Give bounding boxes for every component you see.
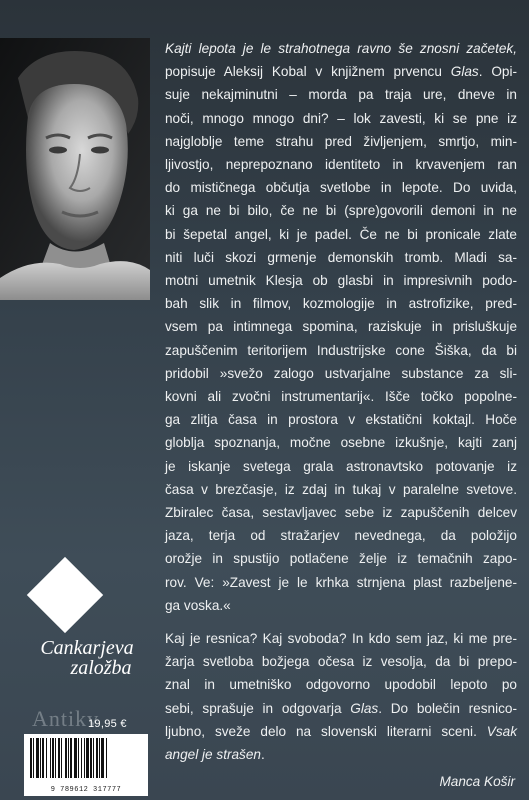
blurb-line: [165, 720, 517, 743]
barcode-bar: [90, 738, 92, 778]
publisher-logo-text: [22, 638, 152, 678]
publisher-name-line-1: Cankarjeva: [40, 637, 134, 659]
barcode-bar: [70, 738, 72, 778]
blurb-text-run: ki ga ne bi bilo, če ne bi (spre)govorili demoni in ne: [165, 203, 517, 219]
barcode-bar: [61, 738, 62, 778]
blurb-text-run: pridobil »svežo zalogo ustvarjalne substance za sli-: [165, 365, 517, 381]
blurb-text-run: jaza, terja od stražarjev nevednega, da položijo: [165, 528, 517, 544]
blurb-line: [165, 60, 517, 83]
blurb-text-run: časa v brezčasje, iz zdaj in tukaj v paralelne svetove.: [165, 481, 517, 497]
blurb-text-run: ljivostjo, neprepoznano identiteto in krvavenjem ran: [165, 157, 517, 173]
barcode-bar: [55, 738, 56, 778]
barcode-bar: [40, 738, 41, 778]
blurb-line: [165, 524, 517, 547]
blurb-text-run: popisuje Aleksij Kobal v knjižnem prvencu: [165, 64, 451, 80]
barcode-bar: [30, 738, 32, 778]
blurb-text-run: žarja svetloba božjega očesa iz vesolja, da bi prepo-: [165, 654, 517, 670]
publisher-logo-diamond-icon: [27, 557, 103, 633]
blurb-text-run: . Opi-: [478, 64, 517, 80]
blurb-line: [165, 547, 517, 570]
barcode-number: 9 789612 317777: [50, 786, 122, 794]
blurb-italic-text: Vsak: [486, 723, 517, 739]
blurb-text-run: zapuščenim teritorijem Industrijske cone Šiška, da bi: [165, 342, 517, 358]
barcode-bar: [46, 738, 47, 778]
blurb-line: [165, 408, 517, 431]
barcode-bar: [96, 738, 98, 778]
barcode-bar: [78, 738, 79, 778]
blurb-line: [165, 153, 517, 176]
blurb-text-run: do mističnega občutja svetlobe in lepote. Do uvida,: [165, 180, 517, 196]
blurb-line: [165, 673, 517, 696]
barcode-bar: [33, 738, 34, 778]
barcode-bar: [50, 738, 51, 778]
price-label: 19,95 €: [88, 718, 127, 730]
blurb-line: [165, 83, 517, 106]
blurb-text-run: ga zlitja časa in prostora v ekstatični koktajl. Hoče: [165, 412, 517, 428]
blurb-text-run: .: [260, 747, 265, 763]
blurb-text-run: bah slik in filmov, kozmologije in astrofizike, pred-: [165, 296, 517, 312]
barcode-bar: [81, 738, 82, 778]
blurb-text-run: noči, mnogo mnogo dni? – lok zavesti, ki se pne iz: [165, 110, 517, 126]
blurb-text-run: znal in umetniško odgovorno upodobil lepoto po: [165, 677, 517, 693]
blurb-italic-text: Glas: [450, 64, 479, 80]
blurb-line: [165, 292, 517, 315]
blurb-line: [165, 362, 517, 385]
barcode: [24, 734, 148, 796]
blurb-text-run: motni umetnik Klesja ob glasbi in impresivnih podo-: [165, 273, 517, 289]
blurb-text: [165, 37, 517, 766]
barcode-bar: [86, 738, 89, 778]
barcode-bar: [84, 738, 85, 778]
blurb-text-run: je iskanje svetega grala astronavtsko potovanje iz: [165, 458, 517, 474]
review-author: Manca Košir: [439, 774, 515, 789]
blurb-text-run: vsem pa intimnega spomina, raziskuje in prisluškuje: [165, 319, 517, 335]
blurb-line: [165, 107, 517, 130]
blurb-line: [165, 339, 517, 362]
blurb-line: [165, 455, 517, 478]
blurb-text-run: ga voska.«: [165, 597, 231, 613]
blurb-line: [165, 697, 517, 720]
blurb-line: [165, 594, 517, 617]
blurb-line: [165, 246, 517, 269]
blurb-line: [165, 315, 517, 338]
blurb-line: [165, 571, 517, 594]
barcode-bar: [93, 738, 94, 778]
blurb-line: [165, 37, 517, 60]
blurb-text-run: globlja spoznanja, močne osebne izkušnje, kajti zanj: [165, 435, 517, 451]
blurb-text-run: bi šepetal angel, ki je padel. Če ne bi pronicale zlate: [165, 226, 517, 242]
blurb-italic-text: Glas: [350, 700, 379, 716]
barcode-bars: [24, 734, 148, 784]
blurb-line: [165, 199, 517, 222]
blurb-line: [165, 385, 517, 408]
watermark: Antikv: [32, 706, 100, 731]
blurb-line: [165, 650, 517, 673]
blurb-line: [165, 478, 517, 501]
barcode-bar: [42, 738, 44, 778]
blurb-text-run: suje nekajminutni – morda pa traja ure, dneve in: [165, 87, 517, 103]
blurb-line: [165, 627, 517, 650]
blurb-line: [165, 176, 517, 199]
barcode-bar: [65, 738, 67, 778]
author-photo: [0, 38, 150, 300]
blurb-line: [165, 130, 517, 153]
blurb-text-run: Kaj je resnica? Kaj svoboda? In kdo sem jaz, ki me pre-: [165, 631, 517, 647]
barcode-bar: [101, 738, 104, 778]
blurb-text-run: kovni ali zvočni instrumentarij«. Išče točko popolne-: [165, 389, 517, 405]
barcode-bar: [52, 738, 54, 778]
blurb-text-run: najgloblje teme strahu pred življenjem, smrtjo, min-: [165, 133, 517, 149]
blurb-line: [165, 743, 517, 766]
blurb-text-run: niti luči skozi grmenje demonskih tromb. Mladi sa-: [165, 249, 517, 265]
barcode-bar: [99, 738, 100, 778]
barcode-bar: [68, 738, 69, 778]
blurb-text-run: Zbiralec časa, sestavljavec sebe iz zapuščenih delcev: [165, 505, 517, 521]
blurb-text-run: rov. Ve: »Zavest je le krhka strnjena plast razbeljene-: [165, 574, 517, 590]
blurb-paragraph-1: [165, 37, 517, 617]
barcode-bar: [36, 738, 39, 778]
blurb-italic-text: Kajti lepota je le strahotnega ravno še znosni začetek,: [165, 41, 517, 56]
blurb-italic-text: angel je strašen: [165, 747, 261, 763]
publisher-name-line-2: založba: [70, 657, 132, 679]
blurb-line: [165, 223, 517, 246]
blurb-text-run: . Do bolečin resnico-: [378, 700, 517, 716]
blurb-text-run: sebi, sprašuje in odgovarja: [165, 700, 351, 716]
blurb-paragraph-2: [165, 627, 517, 766]
barcode-bar: [106, 738, 107, 778]
barcode-bar: [74, 738, 77, 778]
blurb-text-run: orožje in spustijo potlačene želje iz temačnih zapo-: [165, 551, 517, 567]
blurb-text-run: ljubno, sveže delo na slovenski literarni sceni.: [165, 723, 487, 739]
author-portrait-image: [0, 38, 150, 300]
blurb-line: [165, 269, 517, 292]
barcode-bar: [58, 738, 60, 778]
blurb-line: [165, 501, 517, 524]
blurb-line: [165, 431, 517, 454]
